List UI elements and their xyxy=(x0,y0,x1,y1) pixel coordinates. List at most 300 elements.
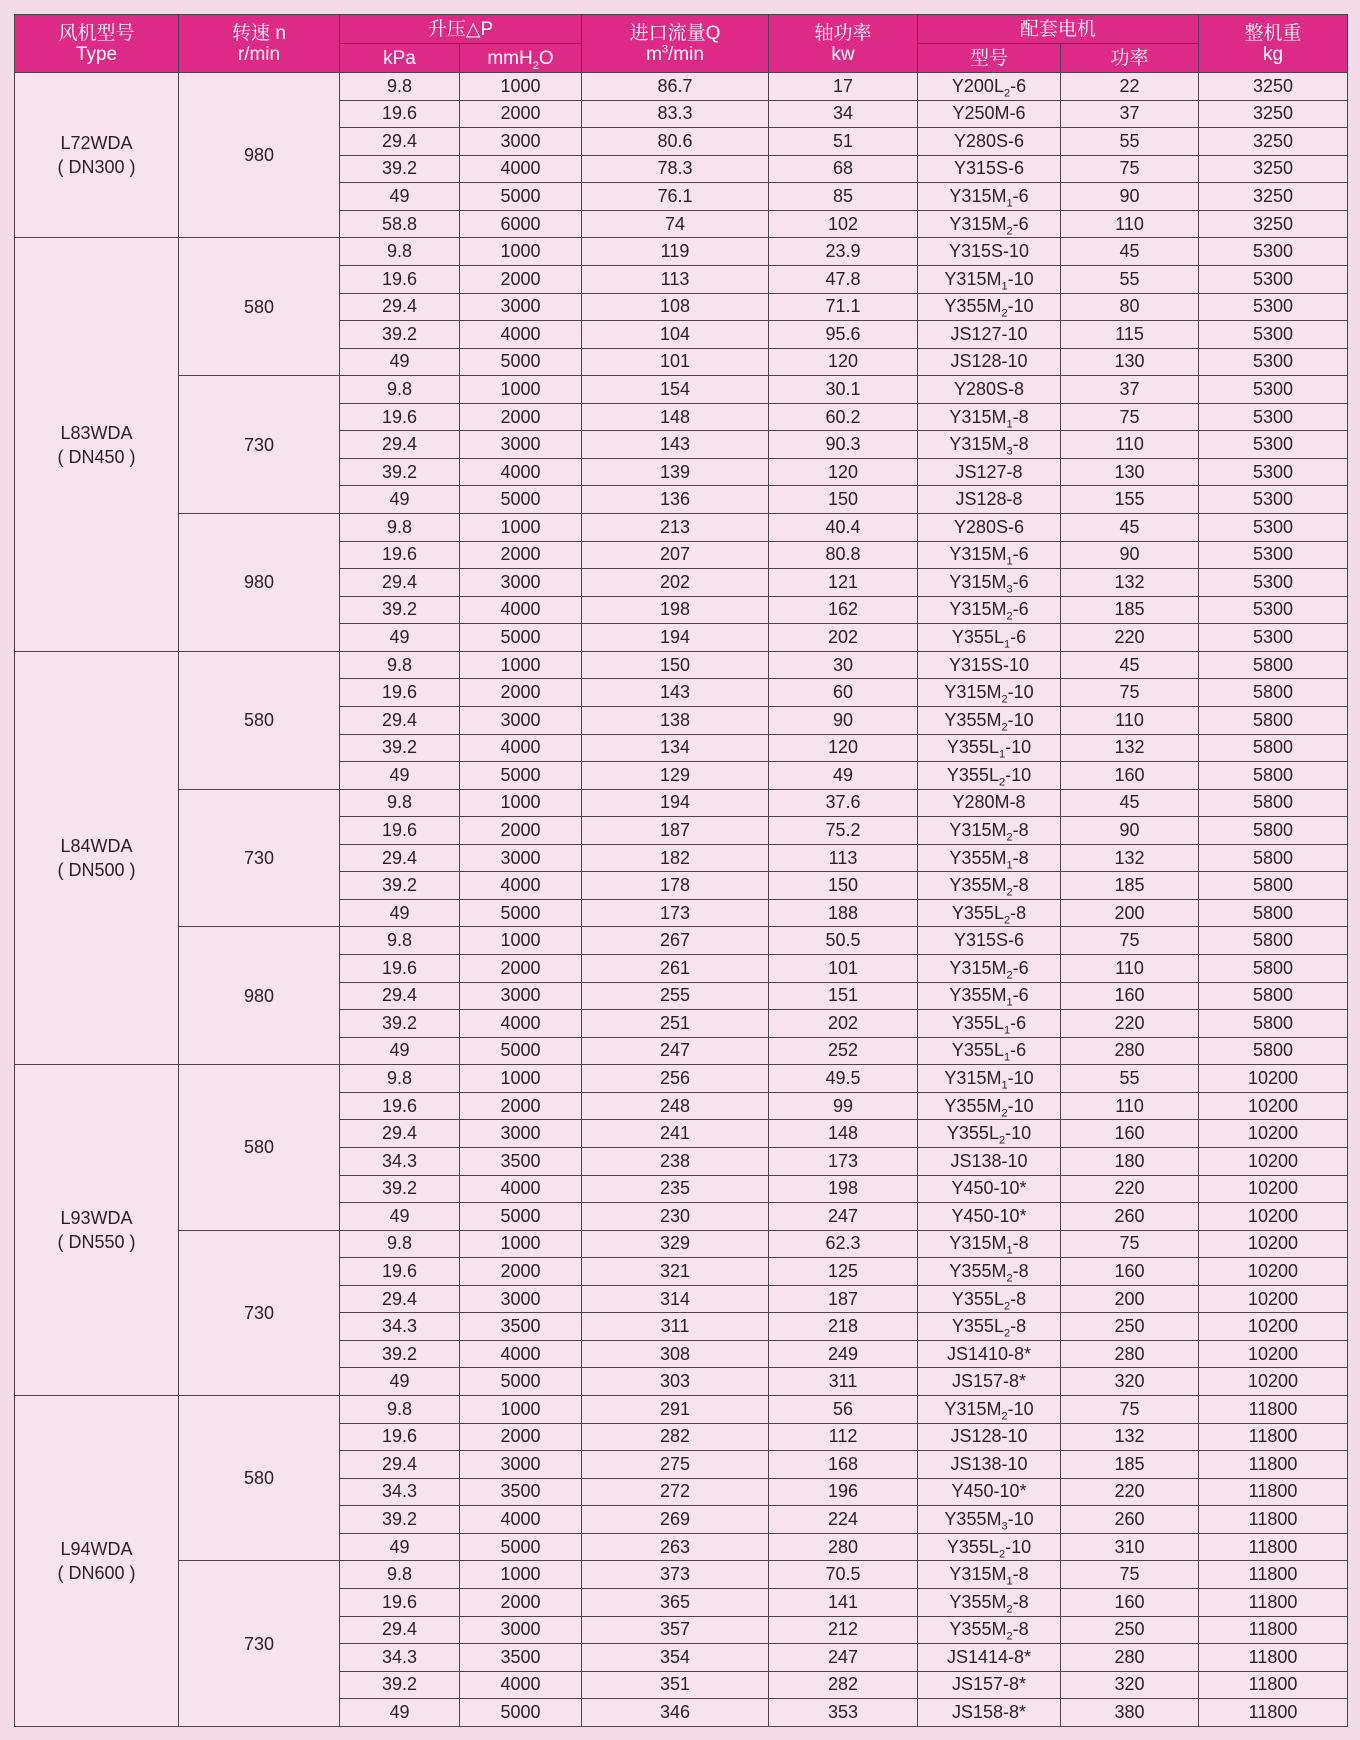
flow-cell: 194 xyxy=(582,624,769,652)
shaft-power-cell: 80.8 xyxy=(769,541,918,569)
table-row xyxy=(15,1396,1348,1424)
kpa-cell: 29.4 xyxy=(340,128,460,156)
shaft-power-cell: 101 xyxy=(769,955,918,983)
model-cell xyxy=(15,73,179,238)
mmh2o-cell: 1000 xyxy=(460,1065,582,1093)
weight-cell: 3250 xyxy=(1199,73,1348,101)
kpa-cell: 9.8 xyxy=(340,73,460,101)
kpa-cell: 29.4 xyxy=(340,1120,460,1148)
mmh2o-cell: 2000 xyxy=(460,679,582,707)
mmh2o-cell: 5000 xyxy=(460,183,582,211)
flow-cell: 365 xyxy=(582,1588,769,1616)
shaft-power-cell: 49.5 xyxy=(769,1065,918,1093)
mmh2o-cell: 2000 xyxy=(460,541,582,569)
model-name: L94WDA xyxy=(60,1539,133,1559)
shaft-power-cell: 50.5 xyxy=(769,927,918,955)
motor-power-cell: 45 xyxy=(1061,789,1199,817)
motor-power-cell: 132 xyxy=(1061,569,1199,597)
weight-cell: 3250 xyxy=(1199,155,1348,183)
shaft-power-cell: 60.2 xyxy=(769,403,918,431)
motor-power-cell: 110 xyxy=(1061,431,1199,459)
motor-model-cell: $Y355L_2-8$ xyxy=(918,899,1061,927)
kpa-cell: 29.4 xyxy=(340,844,460,872)
motor-power-cell: 320 xyxy=(1061,1368,1199,1396)
motor-model-cell: Y280S-6 xyxy=(918,514,1061,542)
header-speed-cn: 转速 n xyxy=(232,22,286,44)
flow-cell: 269 xyxy=(582,1506,769,1534)
mmh2o-cell: 2000 xyxy=(460,817,582,845)
mmh2o-cell: 3000 xyxy=(460,569,582,597)
motor-power-cell: 185 xyxy=(1061,596,1199,624)
motor-model-cell: $Y315M_2-10$ xyxy=(918,1396,1061,1424)
shaft-power-cell: 85 xyxy=(769,183,918,211)
mmh2o-cell: 1000 xyxy=(460,927,582,955)
kpa-cell: 29.4 xyxy=(340,1451,460,1479)
motor-model-cell: $Y315M_3-6$ xyxy=(918,569,1061,597)
motor-model-cell: Y450-10* xyxy=(918,1203,1061,1231)
flow-cell: 83.3 xyxy=(582,100,769,128)
model-cell xyxy=(15,1396,179,1727)
mmh2o-cell: 4000 xyxy=(460,872,582,900)
mmh2o-cell: 3000 xyxy=(460,1285,582,1313)
flow-cell: 354 xyxy=(582,1644,769,1672)
motor-model-cell: Y280S-8 xyxy=(918,376,1061,404)
weight-cell: 3250 xyxy=(1199,100,1348,128)
kpa-cell: 49 xyxy=(340,762,460,790)
motor-model-cell: $Y355M_1-6$ xyxy=(918,982,1061,1010)
weight-cell: 10200 xyxy=(1199,1313,1348,1341)
weight-cell: 11800 xyxy=(1199,1423,1348,1451)
weight-cell: 3250 xyxy=(1199,183,1348,211)
mmh2o-cell: 2000 xyxy=(460,955,582,983)
shaft-power-cell: 151 xyxy=(769,982,918,1010)
motor-model-cell: Y315S-10 xyxy=(918,651,1061,679)
kpa-cell: 39.2 xyxy=(340,1340,460,1368)
kpa-cell: 19.6 xyxy=(340,1423,460,1451)
header-motor-model: 型号 xyxy=(918,44,1061,73)
shaft-power-cell: 102 xyxy=(769,210,918,238)
weight-cell: 11800 xyxy=(1199,1506,1348,1534)
shaft-power-cell: 202 xyxy=(769,624,918,652)
flow-cell: 213 xyxy=(582,514,769,542)
flow-cell: 119 xyxy=(582,238,769,266)
shaft-power-cell: 60 xyxy=(769,679,918,707)
kpa-cell: 39.2 xyxy=(340,321,460,349)
shaft-power-cell: 23.9 xyxy=(769,238,918,266)
weight-cell: 10200 xyxy=(1199,1092,1348,1120)
motor-power-cell: 90 xyxy=(1061,183,1199,211)
flow-cell: 80.6 xyxy=(582,128,769,156)
weight-cell: 11800 xyxy=(1199,1478,1348,1506)
shaft-power-cell: 121 xyxy=(769,569,918,597)
kpa-cell: 9.8 xyxy=(340,1396,460,1424)
mmh2o-cell: 3000 xyxy=(460,1120,582,1148)
mmh2o-cell: 5000 xyxy=(460,348,582,376)
header-speed xyxy=(179,15,340,73)
flow-cell: 198 xyxy=(582,596,769,624)
flow-cell: 113 xyxy=(582,265,769,293)
header-shaft-cn: 轴功率 xyxy=(814,22,872,44)
model-dn: ( DN450 ) xyxy=(57,446,136,467)
model-cell xyxy=(15,238,179,651)
flow-cell: 76.1 xyxy=(582,183,769,211)
weight-cell: 5300 xyxy=(1199,514,1348,542)
kpa-cell: 39.2 xyxy=(340,596,460,624)
mmh2o-cell: 1000 xyxy=(460,238,582,266)
header-motor-power: 功率 xyxy=(1061,44,1199,73)
kpa-cell: 49 xyxy=(340,1533,460,1561)
motor-model-cell: $Y315M_2-6$ xyxy=(918,596,1061,624)
shaft-power-cell: 56 xyxy=(769,1396,918,1424)
motor-power-cell: 132 xyxy=(1061,844,1199,872)
flow-cell: 202 xyxy=(582,569,769,597)
motor-model-cell: $Y315M_1-10$ xyxy=(918,265,1061,293)
kpa-cell: 19.6 xyxy=(340,100,460,128)
speed-cell: 580 xyxy=(179,1396,340,1561)
motor-model-cell: JS1410-8* xyxy=(918,1340,1061,1368)
mmh2o-cell: 1000 xyxy=(460,376,582,404)
motor-power-cell: 45 xyxy=(1061,651,1199,679)
mmh2o-cell: 3500 xyxy=(460,1313,582,1341)
mmh2o-cell: 5000 xyxy=(460,486,582,514)
weight-cell: 5300 xyxy=(1199,486,1348,514)
flow-cell: 275 xyxy=(582,1451,769,1479)
shaft-power-cell: 125 xyxy=(769,1258,918,1286)
motor-model-cell: $Y355L_2-8$ xyxy=(918,1285,1061,1313)
motor-power-cell: 160 xyxy=(1061,982,1199,1010)
flow-cell: 303 xyxy=(582,1368,769,1396)
flow-cell: 256 xyxy=(582,1065,769,1093)
kpa-cell: 29.4 xyxy=(340,982,460,1010)
mmh2o-cell: 1000 xyxy=(460,1230,582,1258)
weight-cell: 5800 xyxy=(1199,706,1348,734)
shaft-power-cell: 120 xyxy=(769,734,918,762)
flow-cell: 178 xyxy=(582,872,769,900)
mmh2o-cell: 4000 xyxy=(460,321,582,349)
weight-cell: 10200 xyxy=(1199,1147,1348,1175)
shaft-power-cell: 141 xyxy=(769,1588,918,1616)
motor-power-cell: 220 xyxy=(1061,1478,1199,1506)
mmh2o-cell: 5000 xyxy=(460,1699,582,1727)
motor-power-cell: 55 xyxy=(1061,265,1199,293)
shaft-power-cell: 196 xyxy=(769,1478,918,1506)
shaft-power-cell: 150 xyxy=(769,872,918,900)
flow-cell: 248 xyxy=(582,1092,769,1120)
fan-spec-table xyxy=(14,14,1348,1727)
motor-power-cell: 185 xyxy=(1061,872,1199,900)
shaft-power-cell: 90 xyxy=(769,706,918,734)
motor-model-cell: JS138-10 xyxy=(918,1147,1061,1175)
table-header xyxy=(15,15,1348,73)
flow-cell: 143 xyxy=(582,431,769,459)
flow-cell: 314 xyxy=(582,1285,769,1313)
motor-model-cell: Y450-10* xyxy=(918,1175,1061,1203)
kpa-cell: 9.8 xyxy=(340,1230,460,1258)
flow-cell: 104 xyxy=(582,321,769,349)
kpa-cell: 34.3 xyxy=(340,1644,460,1672)
flow-cell: 267 xyxy=(582,927,769,955)
motor-model-cell: $Y315M_3-8$ xyxy=(918,431,1061,459)
shaft-power-cell: 202 xyxy=(769,1010,918,1038)
model-cell xyxy=(15,1065,179,1396)
motor-power-cell: 45 xyxy=(1061,514,1199,542)
kpa-cell: 19.6 xyxy=(340,1258,460,1286)
header-flow-cn: 进口流量Q xyxy=(629,22,721,44)
mmh2o-cell: 3000 xyxy=(460,293,582,321)
weight-cell: 10200 xyxy=(1199,1230,1348,1258)
weight-cell: 5800 xyxy=(1199,789,1348,817)
motor-model-cell: $Y355M_2-10$ xyxy=(918,1092,1061,1120)
motor-power-cell: 320 xyxy=(1061,1671,1199,1699)
mmh2o-cell: 3000 xyxy=(460,128,582,156)
flow-cell: 351 xyxy=(582,1671,769,1699)
weight-cell: 10200 xyxy=(1199,1175,1348,1203)
kpa-cell: 9.8 xyxy=(340,651,460,679)
motor-power-cell: 75 xyxy=(1061,679,1199,707)
motor-model-cell: Y450-10* xyxy=(918,1478,1061,1506)
mmh2o-cell: 5000 xyxy=(460,1533,582,1561)
flow-cell: 263 xyxy=(582,1533,769,1561)
motor-power-cell: 110 xyxy=(1061,1092,1199,1120)
shaft-power-cell: 212 xyxy=(769,1616,918,1644)
motor-power-cell: 220 xyxy=(1061,624,1199,652)
mmh2o-cell: 2000 xyxy=(460,403,582,431)
motor-model-cell: Y315S-6 xyxy=(918,155,1061,183)
kpa-cell: 29.4 xyxy=(340,293,460,321)
motor-power-cell: 75 xyxy=(1061,1230,1199,1258)
kpa-cell: 19.6 xyxy=(340,679,460,707)
motor-power-cell: 90 xyxy=(1061,541,1199,569)
mmh2o-cell: 5000 xyxy=(460,1368,582,1396)
shaft-power-cell: 120 xyxy=(769,348,918,376)
kpa-cell: 29.4 xyxy=(340,1616,460,1644)
speed-cell: 730 xyxy=(179,789,340,927)
speed-cell: 580 xyxy=(179,1065,340,1230)
weight-cell: 5800 xyxy=(1199,651,1348,679)
speed-cell: 980 xyxy=(179,514,340,652)
mmh2o-cell: 2000 xyxy=(460,1258,582,1286)
mmh2o-cell: 1000 xyxy=(460,1396,582,1424)
table-row xyxy=(15,1065,1348,1093)
flow-cell: 182 xyxy=(582,844,769,872)
shaft-power-cell: 47.8 xyxy=(769,265,918,293)
weight-cell: 5300 xyxy=(1199,569,1348,597)
motor-model-cell: Y280M-8 xyxy=(918,789,1061,817)
motor-model-cell: $Y200L_2-6$ xyxy=(918,73,1061,101)
kpa-cell: 49 xyxy=(340,624,460,652)
flow-cell: 235 xyxy=(582,1175,769,1203)
table-row xyxy=(15,73,1348,101)
motor-model-cell: $Y355L_2-10$ xyxy=(918,1120,1061,1148)
shaft-power-cell: 62.3 xyxy=(769,1230,918,1258)
mmh2o-cell: 5000 xyxy=(460,899,582,927)
model-name: L72WDA xyxy=(60,133,133,154)
mmh2o-cell: 4000 xyxy=(460,155,582,183)
header-model-cn: 风机型号 xyxy=(58,22,135,44)
motor-model-cell: $Y315M_2-8$ xyxy=(918,817,1061,845)
shaft-power-cell: 247 xyxy=(769,1203,918,1231)
shaft-power-cell: 252 xyxy=(769,1037,918,1065)
speed-cell: 730 xyxy=(179,1561,340,1727)
mmh2o-cell: 1000 xyxy=(460,651,582,679)
header-flow xyxy=(582,15,769,73)
flow-cell: 108 xyxy=(582,293,769,321)
motor-model-cell: $Y315M_1-10$ xyxy=(918,1065,1061,1093)
header-weight-unit: kg xyxy=(1262,43,1284,65)
kpa-cell: 39.2 xyxy=(340,458,460,486)
kpa-cell: 19.6 xyxy=(340,265,460,293)
shaft-power-cell: 282 xyxy=(769,1671,918,1699)
flow-cell: 154 xyxy=(582,376,769,404)
motor-model-cell: Y280S-6 xyxy=(918,128,1061,156)
flow-cell: 143 xyxy=(582,679,769,707)
weight-cell: 5800 xyxy=(1199,872,1348,900)
mmh2o-cell: 5000 xyxy=(460,1037,582,1065)
table-row xyxy=(15,651,1348,679)
mmh2o-cell: 1000 xyxy=(460,73,582,101)
kpa-cell: 49 xyxy=(340,348,460,376)
table-row xyxy=(15,789,1348,817)
kpa-cell: 19.6 xyxy=(340,817,460,845)
flow-cell: 74 xyxy=(582,210,769,238)
flow-cell: 134 xyxy=(582,734,769,762)
shaft-power-cell: 51 xyxy=(769,128,918,156)
motor-model-cell: $Y355M_2-10$ xyxy=(918,706,1061,734)
weight-cell: 10200 xyxy=(1199,1203,1348,1231)
motor-power-cell: 180 xyxy=(1061,1147,1199,1175)
motor-power-cell: 110 xyxy=(1061,955,1199,983)
mmh2o-cell: 3000 xyxy=(460,706,582,734)
motor-power-cell: 280 xyxy=(1061,1340,1199,1368)
kpa-cell: 58.8 xyxy=(340,210,460,238)
shaft-power-cell: 34 xyxy=(769,100,918,128)
header-kpa: kPa xyxy=(340,44,460,73)
motor-model-cell: $Y315M_1-8$ xyxy=(918,1561,1061,1589)
mmh2o-cell: 3000 xyxy=(460,431,582,459)
motor-power-cell: 132 xyxy=(1061,1423,1199,1451)
motor-power-cell: 160 xyxy=(1061,1120,1199,1148)
motor-model-cell: JS127-10 xyxy=(918,321,1061,349)
weight-cell: 5300 xyxy=(1199,348,1348,376)
shaft-power-cell: 187 xyxy=(769,1285,918,1313)
kpa-cell: 9.8 xyxy=(340,789,460,817)
model-dn: ( DN550 ) xyxy=(57,1232,136,1253)
motor-power-cell: 55 xyxy=(1061,128,1199,156)
motor-model-cell: JS127-8 xyxy=(918,458,1061,486)
kpa-cell: 29.4 xyxy=(340,569,460,597)
motor-model-cell: $Y315M_2-6$ xyxy=(918,955,1061,983)
motor-model-cell: $Y355M_3-10$ xyxy=(918,1506,1061,1534)
motor-model-cell: JS128-8 xyxy=(918,486,1061,514)
weight-cell: 10200 xyxy=(1199,1120,1348,1148)
motor-model-cell: JS128-10 xyxy=(918,348,1061,376)
flow-cell: 282 xyxy=(582,1423,769,1451)
kpa-cell: 9.8 xyxy=(340,1065,460,1093)
weight-cell: 5800 xyxy=(1199,899,1348,927)
weight-cell: 11800 xyxy=(1199,1561,1348,1589)
motor-model-cell: JS128-10 xyxy=(918,1423,1061,1451)
flow-cell: 241 xyxy=(582,1120,769,1148)
motor-model-cell: $Y315M_1-6$ xyxy=(918,541,1061,569)
motor-power-cell: 220 xyxy=(1061,1175,1199,1203)
motor-power-cell: 160 xyxy=(1061,1588,1199,1616)
mmh2o-cell: 2000 xyxy=(460,1423,582,1451)
model-dn: ( DN500 ) xyxy=(57,860,136,881)
shaft-power-cell: 30.1 xyxy=(769,376,918,404)
weight-cell: 5300 xyxy=(1199,403,1348,431)
shaft-power-cell: 247 xyxy=(769,1644,918,1672)
mmh2o-cell: 2000 xyxy=(460,265,582,293)
kpa-cell: 39.2 xyxy=(340,1010,460,1038)
kpa-cell: 19.6 xyxy=(340,1092,460,1120)
flow-cell: 311 xyxy=(582,1313,769,1341)
kpa-cell: 19.6 xyxy=(340,1588,460,1616)
motor-model-cell: $Y355M_2-8$ xyxy=(918,1588,1061,1616)
flow-cell: 101 xyxy=(582,348,769,376)
mmh2o-cell: 2000 xyxy=(460,100,582,128)
weight-cell: 11800 xyxy=(1199,1588,1348,1616)
flow-cell: 187 xyxy=(582,817,769,845)
table-row xyxy=(15,514,1348,542)
motor-model-cell: JS1414-8* xyxy=(918,1644,1061,1672)
motor-model-cell: JS138-10 xyxy=(918,1451,1061,1479)
kpa-cell: 39.2 xyxy=(340,872,460,900)
kpa-cell: 49 xyxy=(340,1203,460,1231)
weight-cell: 5800 xyxy=(1199,1037,1348,1065)
motor-power-cell: 22 xyxy=(1061,73,1199,101)
shaft-power-cell: 71.1 xyxy=(769,293,918,321)
table-row xyxy=(15,238,1348,266)
flow-cell: 357 xyxy=(582,1616,769,1644)
shaft-power-cell: 311 xyxy=(769,1368,918,1396)
shaft-power-cell: 249 xyxy=(769,1340,918,1368)
flow-cell: 247 xyxy=(582,1037,769,1065)
mmh2o-cell: 3500 xyxy=(460,1147,582,1175)
flow-cell: 173 xyxy=(582,899,769,927)
motor-model-cell: JS157-8* xyxy=(918,1368,1061,1396)
flow-cell: 129 xyxy=(582,762,769,790)
weight-cell: 10200 xyxy=(1199,1368,1348,1396)
flow-cell: 207 xyxy=(582,541,769,569)
model-dn: ( DN600 ) xyxy=(57,1563,136,1583)
kpa-cell: 19.6 xyxy=(340,955,460,983)
shaft-power-cell: 90.3 xyxy=(769,431,918,459)
motor-power-cell: 90 xyxy=(1061,817,1199,845)
shaft-power-cell: 37.6 xyxy=(769,789,918,817)
motor-model-cell: $Y355M_2-10$ xyxy=(918,293,1061,321)
mmh2o-cell: 6000 xyxy=(460,210,582,238)
weight-cell: 11800 xyxy=(1199,1671,1348,1699)
mmh2o-cell: 1000 xyxy=(460,1561,582,1589)
shaft-power-cell: 40.4 xyxy=(769,514,918,542)
flow-cell: 255 xyxy=(582,982,769,1010)
kpa-cell: 9.8 xyxy=(340,376,460,404)
flow-cell: 86.7 xyxy=(582,73,769,101)
weight-cell: 5300 xyxy=(1199,293,1348,321)
model-name: L83WDA xyxy=(60,422,133,443)
shaft-power-cell: 49 xyxy=(769,762,918,790)
mmh2o-cell: 4000 xyxy=(460,734,582,762)
shaft-power-cell: 70.5 xyxy=(769,1561,918,1589)
flow-cell: 230 xyxy=(582,1203,769,1231)
weight-cell: 5300 xyxy=(1199,458,1348,486)
shaft-power-cell: 188 xyxy=(769,899,918,927)
flow-cell: 261 xyxy=(582,955,769,983)
header-pressure: 升压△P xyxy=(340,15,582,44)
speed-cell: 580 xyxy=(179,651,340,789)
motor-model-cell: $Y315M_1-8$ xyxy=(918,1230,1061,1258)
flow-cell: 291 xyxy=(582,1396,769,1424)
